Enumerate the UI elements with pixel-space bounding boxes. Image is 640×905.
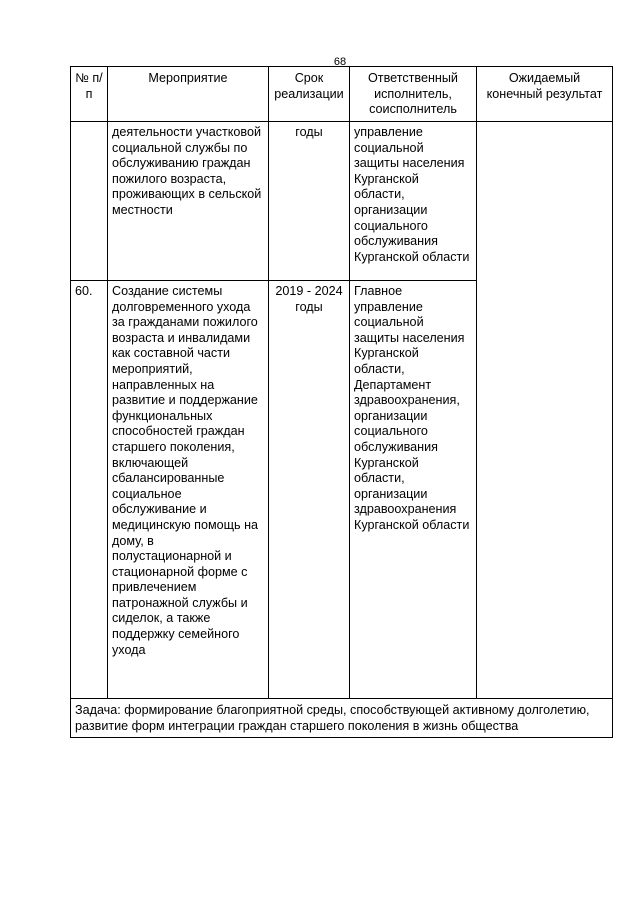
- measures-table: [70, 66, 613, 738]
- cell-result: [477, 122, 613, 699]
- cell-period: 2019 - 2024 годы: [269, 281, 350, 699]
- task-text: Задача: формирование благоприятной среды, способствующей активному долголетию, развитие форм интеграции граждан старшего поколения в жизнь общества: [71, 699, 613, 738]
- header-responsible: Ответственный исполнитель, соисполнитель: [350, 67, 477, 122]
- page-number: 68: [333, 56, 347, 68]
- table-header-row: [71, 67, 613, 122]
- cell-responsible: Главное управление социальной защиты населения Курганской области, Департамент здравоохранения, организации социального обслуживания Курганской области, организации здравоохранения Курганской области: [350, 281, 477, 699]
- table-row-task: [71, 699, 613, 738]
- cell-activity: деятельности участковой социальной службы по обслуживанию граждан пожилого возраста, проживающих в сельской местности: [108, 122, 269, 281]
- cell-period: годы: [269, 122, 350, 281]
- header-result: Ожидаемый конечный результат: [477, 67, 613, 122]
- cell-activity: Создание системы долговременного ухода за гражданами пожилого возраста и инвалидами как составной части мероприятий, направленных на развитие и поддержание функциональных способностей граждан старшего поколения, включающей сбалансированные социальное обслуживание и медицинскую помощь на дому, в полустационарной и стационарной форме с привлечением патронажной службы и сиделок, а также поддержку семейного ухода: [108, 281, 269, 699]
- header-activity: Мероприятие: [108, 67, 269, 122]
- header-number: № п/п: [71, 67, 108, 122]
- cell-number: 60.: [71, 281, 108, 699]
- cell-number: [71, 122, 108, 281]
- cell-responsible: управление социальной защиты населения Курганской области, организации социального обслуживания Курганской области: [350, 122, 477, 281]
- table-row-continuation: [71, 122, 613, 281]
- header-period: Срок реализации: [269, 67, 350, 122]
